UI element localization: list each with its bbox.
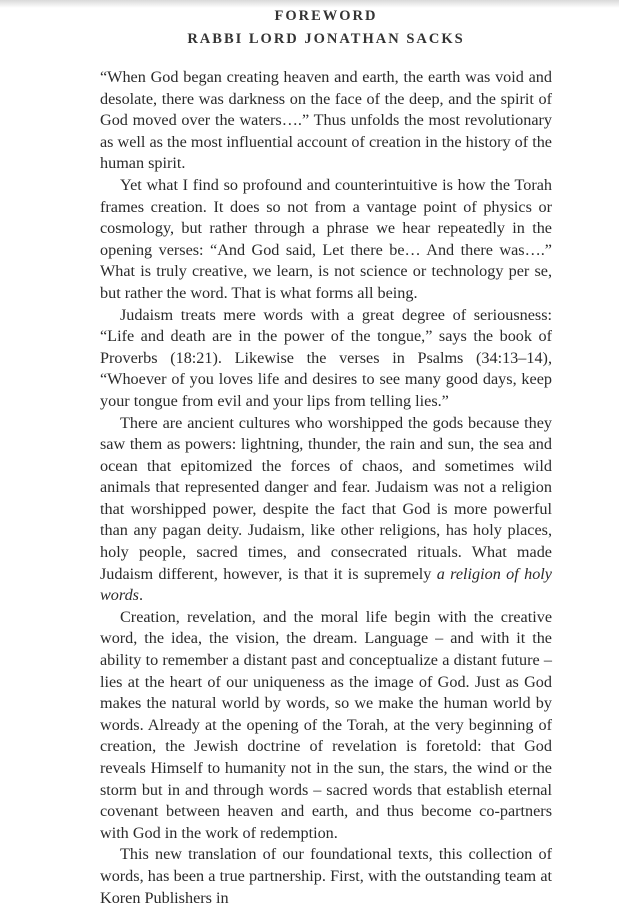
foreword-body <box>100 67 552 909</box>
paragraph-6: This new translation of our foundational texts, this collection of words, has been a true partnership. First, with the outstanding team at Koren Publishers in <box>100 845 552 907</box>
author-name: RABBI LORD JONATHAN SACKS <box>187 31 465 47</box>
page-top-shadow <box>0 0 619 8</box>
paragraph-3: Judaism treats mere words with a great degree of seriousness: “Life and death are in the power of the tongue,” says the book of Proverbs (18:21). Likewise the verses in Psalms (34:13–14), “Whoever of you loves life and desires to see many good days, keep your tongue from evil and your lips from telling lies.” <box>100 305 552 410</box>
paragraph-4-end: . <box>138 586 144 605</box>
paragraph-1: “When God began creating heaven and earth, the earth was void and desolate, there was darkness on the face of the deep, and the spirit of God moved over the waters….” Thus unfolds the most revolutionary as well as the most influential account of creation in the history of the human spirit. <box>100 68 552 173</box>
paragraph-4 <box>100 413 552 607</box>
paragraph-4-emphasis: a religion of holy words <box>100 564 552 605</box>
paragraph-2: Yet what I find so profound and counterintuitive is how the Torah frames creation. It does so not from a vantage point of physics or cosmology, but rather through a phrase we hear repeatedly in the opening verses: “And God said, Let there be… And there was….” What is truly creative, we learn, is not science or technology per se, but rather the word. That is what forms all being. <box>100 175 552 302</box>
paragraph-5: Creation, revelation, and the moral life begin with the creative word, the idea, the vision, the dream. Language – and with it the ability to remember a distant past and conceptualize a distant future – lies at the heart of our uniqueness as the image of God. Just as God makes the natural world by words, so we make the human world by words. Already at the opening of the Torah, at the very beginning of creation, the Jewish doctrine of revelation is foretold: that God reveals Himself to humanity not in the sun, the stars, the wind or the storm but in and through words – sacred words that establish eternal covenant between heaven and earth, and thus become co-partners with God in the work of redemption. <box>100 607 552 842</box>
section-title: FOREWORD <box>274 8 378 24</box>
paragraph-4-text: There are ancient cultures who worshipped the gods because they saw them as powers: lightning, thunder, the rain and sun, the sea and ocean that epitomized the forces of chaos, and sometimes wild animals that represented danger and fear. Judaism was not a religion that worshipped power, despite the fact that God is more powerful than any pagan deity. Judaism, like other religions, has holy places, holy people, sacred times, and consecrated rituals. What made Judaism different, however, is that it is supremely <box>100 413 552 583</box>
